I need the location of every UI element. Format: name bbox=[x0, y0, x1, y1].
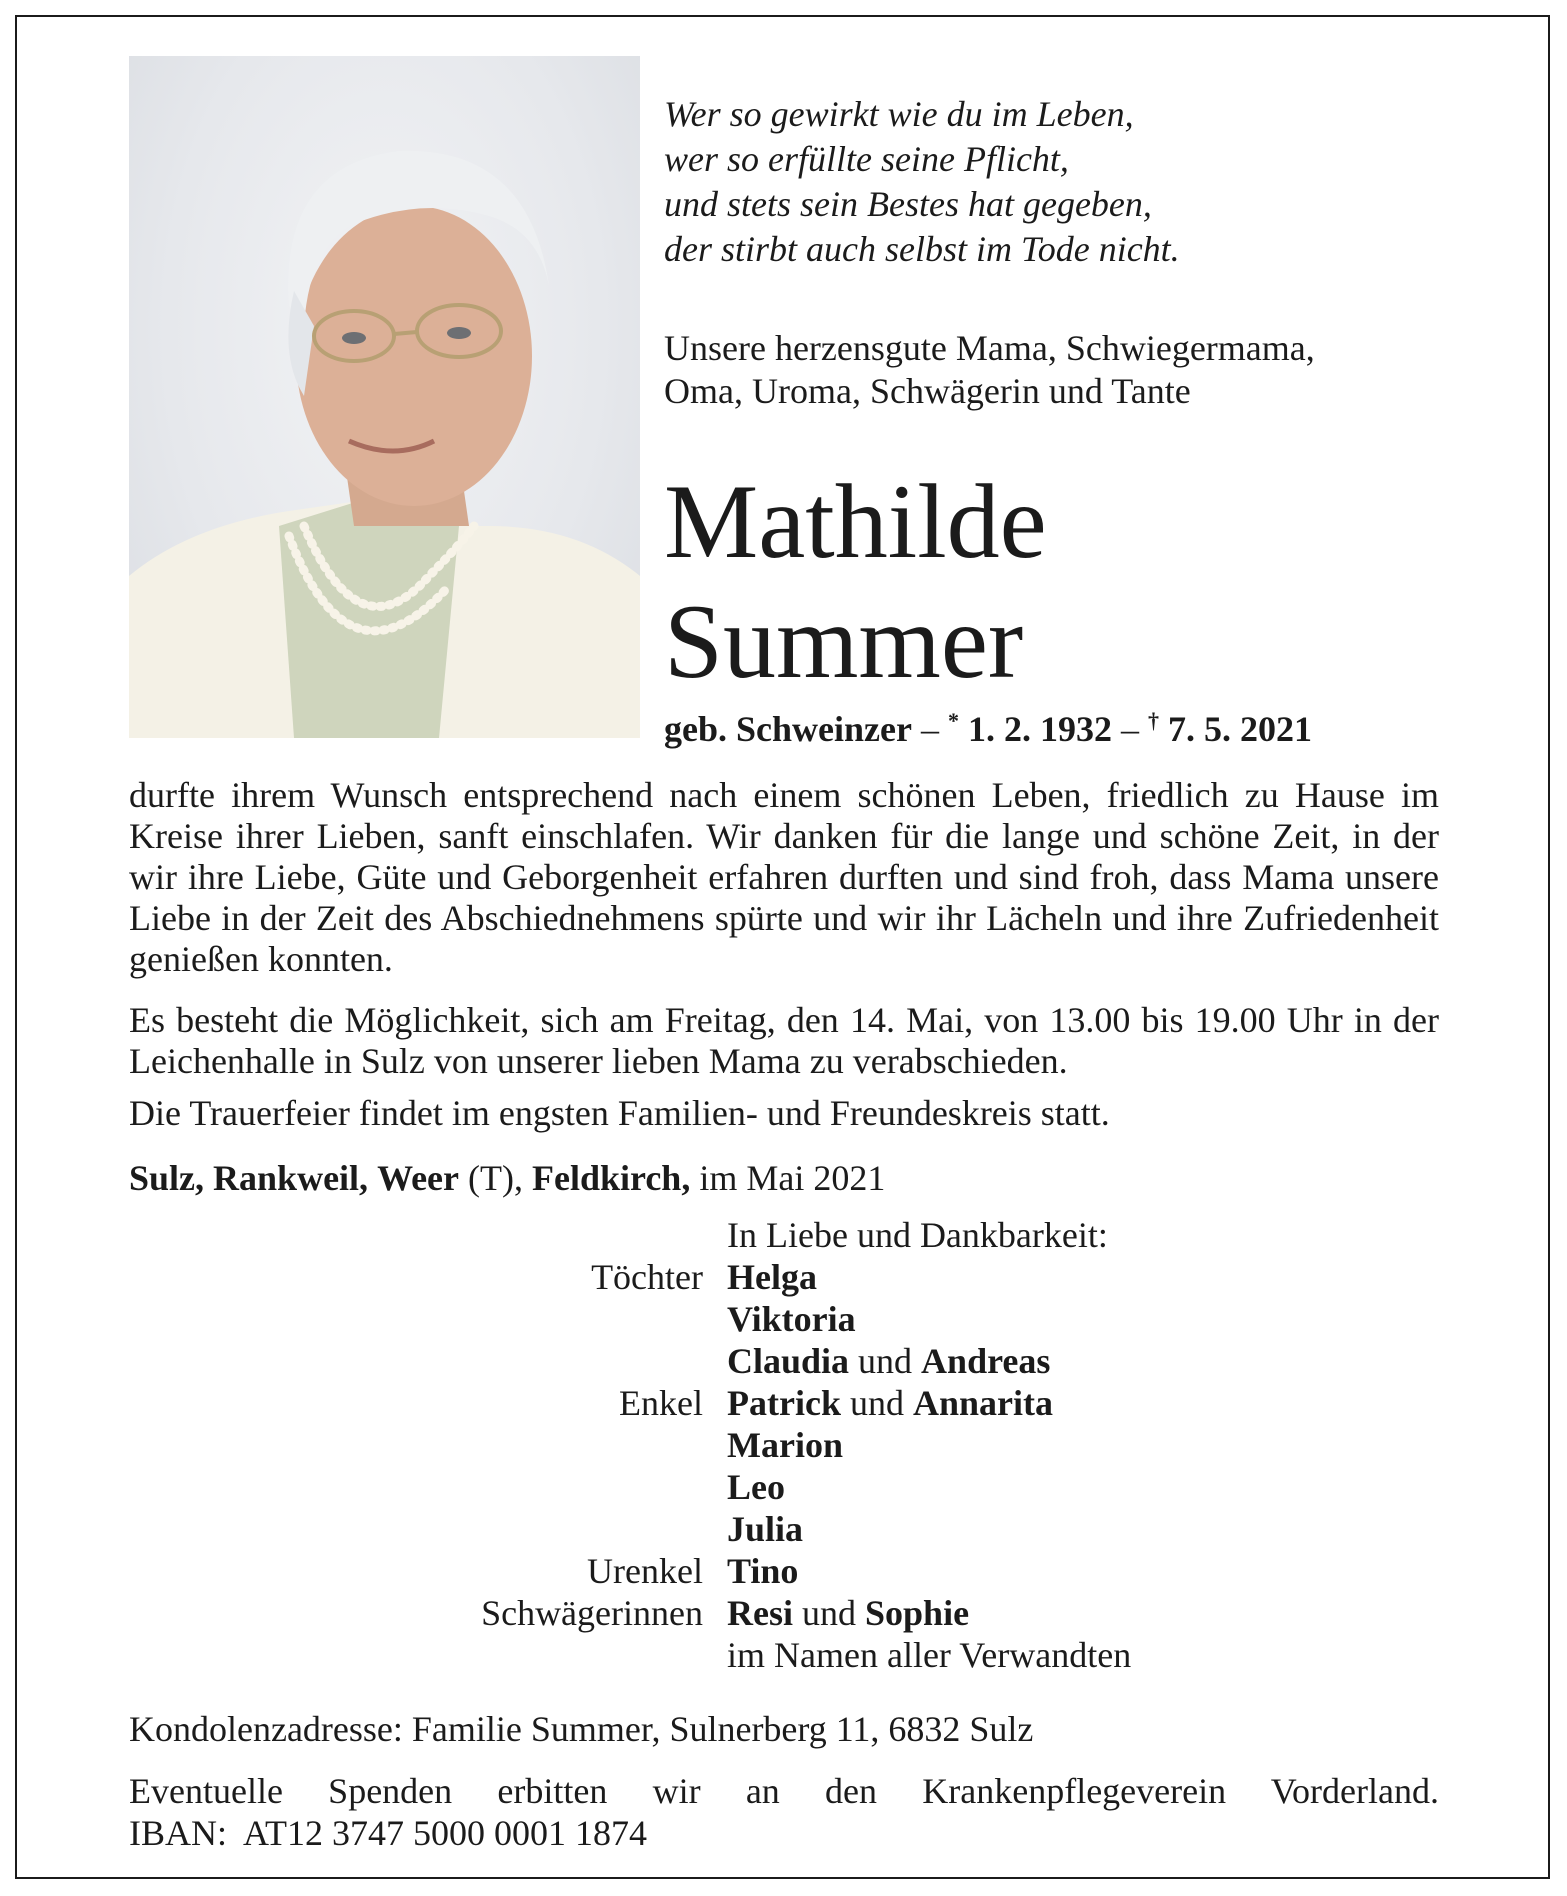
relation-label: Schwägerinnen bbox=[481, 1593, 703, 1633]
mourners-list bbox=[300, 1214, 1131, 1676]
first-name: Mathilde bbox=[664, 463, 1047, 580]
place-rankweil: Rankweil, bbox=[213, 1158, 369, 1198]
donation-text: Eventuelle Spenden erbitten wir an den Krankenpflegeverein Vorderland. bbox=[129, 1771, 1439, 1811]
intro-line-2: Oma, Uroma, Schwägerin und Tante bbox=[664, 371, 1191, 411]
deceased-name bbox=[664, 462, 1047, 702]
poem-line: wer so erfüllte seine Pflicht, bbox=[664, 139, 1069, 179]
places-and-date bbox=[129, 1157, 885, 1199]
mourner-name: Patrick bbox=[727, 1383, 841, 1423]
birth-date: 1. 2. 1932 bbox=[967, 709, 1112, 749]
mourner-name: Viktoria bbox=[727, 1299, 856, 1339]
mourner-name: Tino bbox=[727, 1551, 799, 1591]
iban: IBAN: AT12 3747 5000 0001 1874 bbox=[129, 1813, 648, 1853]
donation-info bbox=[129, 1770, 1439, 1854]
life-dates bbox=[664, 699, 1312, 751]
relation-label: Urenkel bbox=[587, 1551, 703, 1591]
mourner-name: Sophie bbox=[865, 1593, 970, 1633]
mourner-name: Claudia bbox=[727, 1341, 850, 1381]
mourner-name: Marion bbox=[727, 1425, 843, 1465]
poem-line: und stets sein Bestes hat gegeben, bbox=[664, 184, 1152, 224]
relation-label: Enkel bbox=[619, 1383, 703, 1423]
conjunction: und bbox=[849, 1383, 904, 1423]
separator: – bbox=[1120, 709, 1139, 749]
conjunction: und bbox=[802, 1593, 856, 1633]
body-paragraph-2: Es besteht die Möglichkeit, sich am Freitag, den 14. Mai, von 13.00 bis 19.00 Uhr in der Leichenhalle in Sulz von unserer lieben Mama zu verabschieden. bbox=[129, 1000, 1439, 1081]
death-date: 7. 5. 2021 bbox=[1167, 709, 1312, 749]
notice-date: im Mai 2021 bbox=[699, 1158, 886, 1198]
maiden-name: geb. Schweinzer bbox=[664, 709, 912, 749]
place-weer-suffix: (T), bbox=[468, 1158, 523, 1198]
mourner-name: Andreas bbox=[921, 1341, 1051, 1381]
memorial-poem bbox=[664, 92, 1180, 272]
place-feldkirch: Feldkirch, bbox=[531, 1158, 691, 1198]
mourner-name: Helga bbox=[727, 1257, 817, 1297]
body-paragraph-1: durfte ihrem Wunsch entsprechend nach einem schönen Leben, friedlich zu Hause im Kreise ihrer Lieben, sanft einschlafen. Wir danken für die lange und schöne Zeit, in der wir ihre Liebe, Güte und Geborgenheit erfahren durften und sind froh, dass Mama unsere Liebe in der Zeit des Abschiednehmens spürte und wir ihr Lächeln und ihre Zufriedenheit genießen konnten. bbox=[129, 775, 1439, 979]
body-paragraph-3: Die Trauerfeier findet im engsten Familien- und Freundeskreis statt. bbox=[129, 1093, 1110, 1133]
death-symbol: † bbox=[1147, 708, 1159, 733]
conjunction: und bbox=[858, 1341, 913, 1381]
last-name: Summer bbox=[664, 583, 1024, 700]
place-sulz: Sulz, bbox=[129, 1158, 205, 1198]
poem-line: der stirbt auch selbst im Tode nicht. bbox=[664, 229, 1180, 269]
portrait-photo bbox=[129, 56, 640, 738]
intro-line-1: Unsere herzensgute Mama, Schwiegermama, bbox=[664, 328, 1315, 368]
mourners-closing: im Namen aller Verwandten bbox=[727, 1635, 1132, 1675]
birth-symbol: * bbox=[947, 708, 959, 733]
relation-label: Töchter bbox=[591, 1257, 703, 1297]
mourner-name: Julia bbox=[727, 1509, 804, 1549]
mourners-heading: In Liebe und Dankbarkeit: bbox=[727, 1215, 1108, 1255]
separator: – bbox=[920, 709, 939, 749]
poem-line: Wer so gewirkt wie du im Leben, bbox=[664, 94, 1134, 134]
mourner-name: Resi bbox=[727, 1593, 793, 1633]
intro-text bbox=[664, 327, 1315, 413]
place-weer: Weer bbox=[377, 1158, 460, 1198]
condolence-address: Kondolenzadresse: Familie Summer, Sulnerberg 11, 6832 Sulz bbox=[129, 1709, 1034, 1749]
mourner-name: Leo bbox=[727, 1467, 785, 1507]
mourner-name: Annarita bbox=[912, 1383, 1053, 1423]
